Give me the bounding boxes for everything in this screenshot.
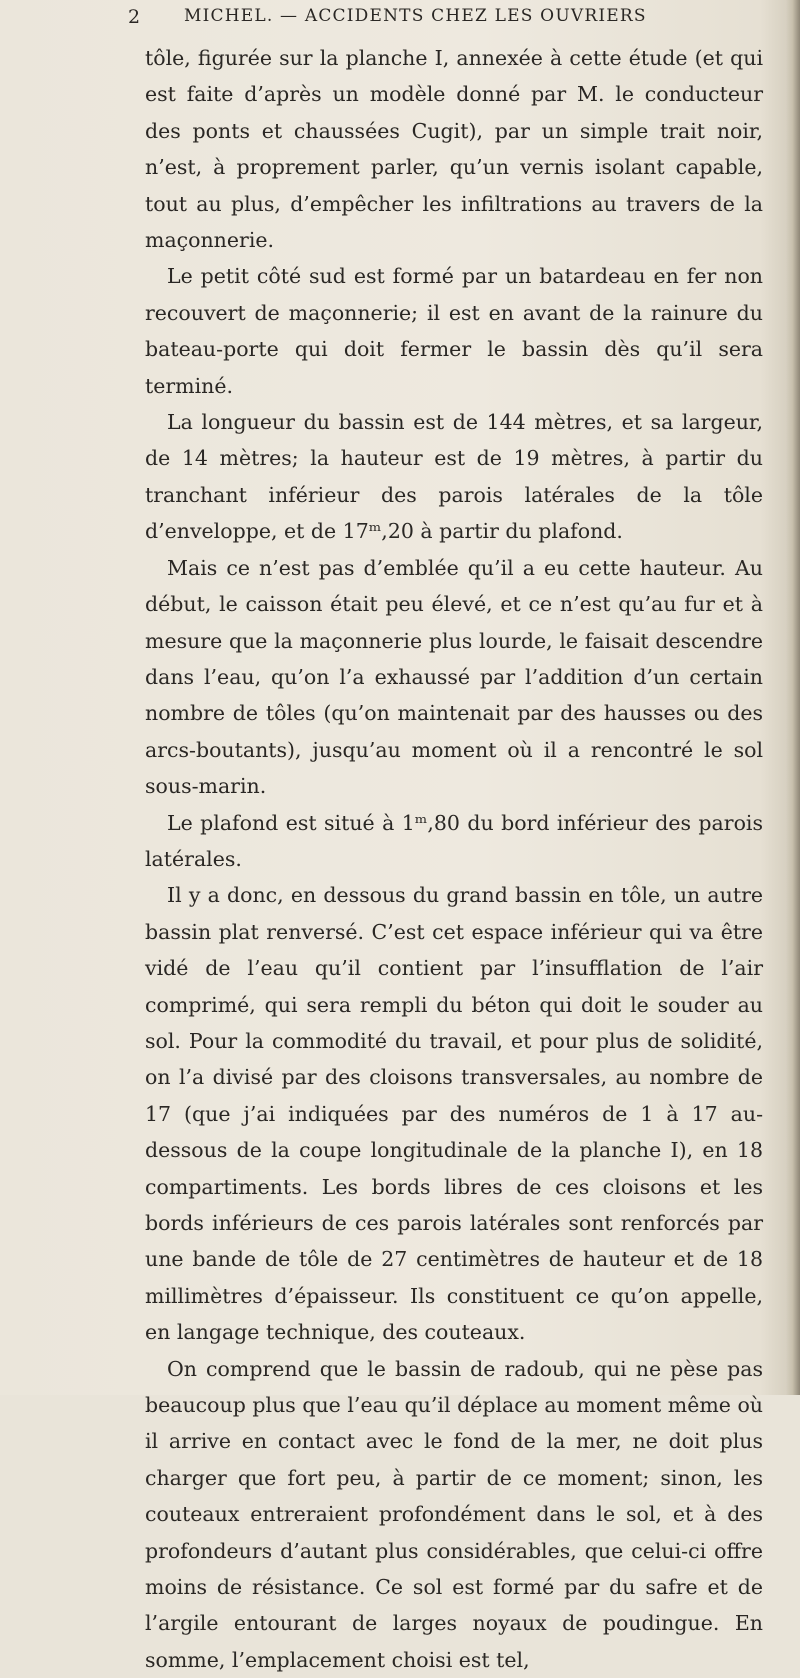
body-text [145, 40, 763, 1678]
page-binding-edge [786, 0, 800, 1395]
paragraph-2: Le petit côté sud est formé par un batardeau en fer non recouvert de maçonnerie; il est en avant de la rainure du bateau-porte qui doit fermer le bassin dès qu’il sera terminé. [145, 264, 763, 398]
page-header [128, 6, 768, 36]
page-number: 2 [128, 6, 141, 28]
paragraph-3: La longueur du bassin est de 144 mètres, et sa largeur, de 14 mètres; la hauteur est de 19 mètres, à partir du tranchant inférieur des parois latérales de la tôle d’enveloppe, et de 17ᵐ,20 à partir du plafond. [145, 410, 763, 544]
running-title: MICHEL. — ACCIDENTS CHEZ LES OUVRIERS [184, 6, 647, 26]
paragraph-7: On comprend que le bassin de radoub, qui ne pèse pas beaucoup plus que l’eau qu’il déplace au moment même où il arrive en contact avec le fond de la mer, ne doit plus charger que fort peu, à partir de ce moment; sinon, les couteaux entreraient profondément dans le sol, et à des profondeurs d’autant plus considérables, que celui-ci offre moins de résistance. Ce sol est formé par du safre et de l’argile entourant de larges noyaux de poudingue. En somme, l’emplacement choisi est tel, [145, 1356, 763, 1672]
paragraph-5: Le plafond est situé à 1ᵐ,80 du bord inférieur des parois latérales. [145, 810, 763, 871]
paragraph-6: Il y a donc, en dessous du grand bassin en tôle, un autre bassin plat renversé. C’est cet espace inférieur qui va être vidé de l’eau qu’il contient par l’insufflation de l’air comprimé, qui sera rempli du béton qui doit le souder au sol. Pour la commodité du travail, et pour plus de solidité, on l’a divisé par des cloisons transversales, au nombre de 17 (que j’ai indiquées par des numéros de 1 à 17 au-dessous de la coupe longitudinale de la planche I), en 18 compartiments. Les bords libres de ces cloisons et les bords inférieurs de ces parois latérales sont renforcés par une bande de tôle de 27 centimètres de hauteur et de 18 millimètres d’épaisseur. Ils constituent ce qu’on appelle, en langage technique, des couteaux. [145, 883, 763, 1345]
paragraph-1: tôle, figurée sur la planche I, annexée à cette étude (et qui est faite d’après un modèle donné par M. le conducteur des ponts et chaussées Cugit), par un simple trait noir, n’est, à proprement parler, qu’un vernis isolant capable, tout au plus, d’empêcher les infiltrations au travers de la maçonnerie. [145, 46, 763, 253]
paragraph-4: Mais ce n’est pas d’emblée qu’il a eu cette hauteur. Au début, le caisson était peu élevé, et ce n’est qu’au fur et à mesure que la maçonnerie plus lourde, le faisait descendre dans l’eau, qu’on l’a exhaussé par l’addition d’un certain nombre de tôles (qu’on maintenait par des hausses ou des arcs-boutants), jusqu’au moment où il a rencontré le sol sous-marin. [145, 555, 763, 799]
